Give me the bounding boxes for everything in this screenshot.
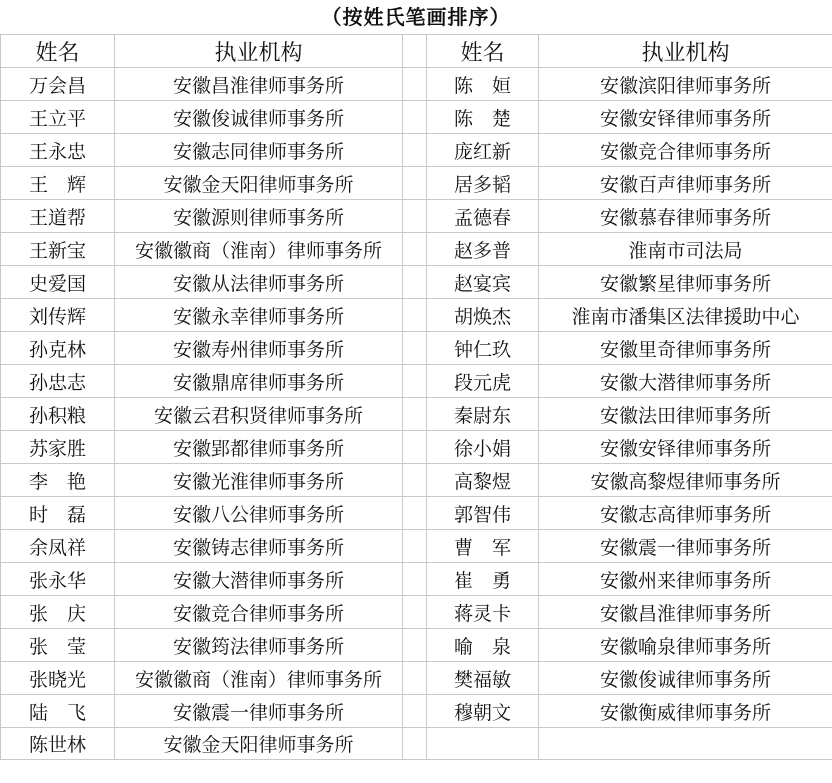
left-org-cell: 安徽从法律师事务所 (115, 266, 403, 299)
right-name-cell: 喻 泉 (427, 629, 539, 662)
left-org-cell: 安徽昌淮律师事务所 (115, 68, 403, 101)
right-org-cell: 安徽志高律师事务所 (539, 497, 832, 530)
column-gap (403, 431, 427, 464)
table-row (1, 563, 832, 596)
table-row (1, 695, 832, 728)
right-org-cell: 安徽里奇律师事务所 (539, 332, 832, 365)
left-name-cell: 孙积粮 (1, 398, 115, 431)
right-name-cell: 段元虎 (427, 365, 539, 398)
left-name-cell: 张永华 (1, 563, 115, 596)
column-gap (403, 497, 427, 530)
table-row (1, 233, 832, 266)
header-name-left: 姓名 (1, 35, 115, 68)
left-name-cell: 万会昌 (1, 68, 115, 101)
left-name-cell: 张 莹 (1, 629, 115, 662)
sheet-title: （按姓氏笔画排序） (321, 5, 511, 29)
right-org-cell: 安徽州来律师事务所 (539, 563, 832, 596)
left-org-cell: 安徽寿州律师事务所 (115, 332, 403, 365)
column-gap (403, 365, 427, 398)
column-gap (403, 200, 427, 233)
table-row (1, 662, 832, 695)
right-name-cell: 樊福敏 (427, 662, 539, 695)
column-gap (403, 398, 427, 431)
column-gap (403, 299, 427, 332)
column-gap (403, 68, 427, 101)
left-org-cell: 安徽大潜律师事务所 (115, 563, 403, 596)
column-gap (403, 134, 427, 167)
left-org-cell: 安徽筠法律师事务所 (115, 629, 403, 662)
right-org-cell: 安徽俊诚律师事务所 (539, 662, 832, 695)
left-name-cell: 王立平 (1, 101, 115, 134)
right-name-cell: 陈 楚 (427, 101, 539, 134)
right-org-cell: 安徽慕春律师事务所 (539, 200, 832, 233)
right-name-cell: 曹 军 (427, 530, 539, 563)
column-gap (403, 629, 427, 662)
table-row (1, 398, 832, 431)
left-org-cell: 安徽金天阳律师事务所 (115, 728, 403, 760)
left-org-cell: 安徽郢都律师事务所 (115, 431, 403, 464)
table-row (1, 596, 832, 629)
column-gap (403, 332, 427, 365)
header-org-right: 执业机构 (539, 35, 832, 68)
right-org-cell: 安徽法田律师事务所 (539, 398, 832, 431)
column-gap (403, 530, 427, 563)
right-name-cell: 郭智伟 (427, 497, 539, 530)
right-org-cell: 安徽竞合律师事务所 (539, 134, 832, 167)
left-org-cell: 安徽鼎席律师事务所 (115, 365, 403, 398)
table-row (1, 134, 832, 167)
left-org-cell: 安徽光淮律师事务所 (115, 464, 403, 497)
right-org-cell: 淮南市潘集区法律援助中心 (539, 299, 832, 332)
left-name-cell: 刘传辉 (1, 299, 115, 332)
column-gap (403, 101, 427, 134)
right-name-cell: 钟仁玖 (427, 332, 539, 365)
right-org-cell: 安徽震一律师事务所 (539, 530, 832, 563)
right-name-cell: 崔 勇 (427, 563, 539, 596)
left-org-cell: 安徽俊诚律师事务所 (115, 101, 403, 134)
right-name-cell: 秦尉东 (427, 398, 539, 431)
left-name-cell: 陈世林 (1, 728, 115, 760)
left-name-cell: 张晓光 (1, 662, 115, 695)
left-name-cell: 王永忠 (1, 134, 115, 167)
left-name-cell: 张 庆 (1, 596, 115, 629)
left-org-cell: 安徽八公律师事务所 (115, 497, 403, 530)
right-org-cell: 安徽喻泉律师事务所 (539, 629, 832, 662)
right-org-cell: 安徽安铎律师事务所 (539, 101, 832, 134)
right-org-cell: 安徽大潜律师事务所 (539, 365, 832, 398)
column-gap (403, 35, 427, 68)
right-name-cell: 高黎煜 (427, 464, 539, 497)
right-name-cell: 徐小娟 (427, 431, 539, 464)
table-row (1, 200, 832, 233)
left-org-cell: 安徽震一律师事务所 (115, 695, 403, 728)
right-org-cell: 安徽繁星律师事务所 (539, 266, 832, 299)
left-name-cell: 李 艳 (1, 464, 115, 497)
left-org-cell: 安徽云君积贤律师事务所 (115, 398, 403, 431)
table-row (1, 167, 832, 200)
left-name-cell: 史爱国 (1, 266, 115, 299)
column-gap (403, 266, 427, 299)
column-gap (403, 662, 427, 695)
table-row (1, 266, 832, 299)
right-org-cell: 安徽高黎煜律师事务所 (539, 464, 832, 497)
right-name-cell: 庞红新 (427, 134, 539, 167)
table-row (1, 728, 832, 760)
right-name-cell: 蒋灵卡 (427, 596, 539, 629)
left-name-cell: 陆 飞 (1, 695, 115, 728)
table-row (1, 629, 832, 662)
left-name-cell: 孙克林 (1, 332, 115, 365)
table-row (1, 299, 832, 332)
left-name-cell: 时 磊 (1, 497, 115, 530)
right-org-cell: 安徽百声律师事务所 (539, 167, 832, 200)
left-name-cell: 苏家胜 (1, 431, 115, 464)
column-gap (403, 167, 427, 200)
column-gap (403, 596, 427, 629)
left-org-cell: 安徽源则律师事务所 (115, 200, 403, 233)
right-name-cell: 赵宴宾 (427, 266, 539, 299)
right-name-cell: 孟德春 (427, 200, 539, 233)
header-row (1, 35, 832, 68)
right-name-cell: 居多韬 (427, 167, 539, 200)
left-org-cell: 安徽竞合律师事务所 (115, 596, 403, 629)
right-org-cell: 安徽滨阳律师事务所 (539, 68, 832, 101)
left-org-cell: 安徽志同律师事务所 (115, 134, 403, 167)
left-name-cell: 余凤祥 (1, 530, 115, 563)
table-row (1, 530, 832, 563)
left-name-cell: 孙忠志 (1, 365, 115, 398)
table-row (1, 464, 832, 497)
right-org-cell: 淮南市司法局 (539, 233, 832, 266)
table-row (1, 68, 832, 101)
right-org-cell (539, 728, 832, 760)
right-name-cell: 穆朝文 (427, 695, 539, 728)
left-org-cell: 安徽徽商（淮南）律师事务所 (115, 662, 403, 695)
right-org-cell: 安徽衡威律师事务所 (539, 695, 832, 728)
column-gap (403, 728, 427, 760)
table-row (1, 365, 832, 398)
roster-table (0, 34, 832, 760)
column-gap (403, 464, 427, 497)
left-org-cell: 安徽徽商（淮南）律师事务所 (115, 233, 403, 266)
roster-body (1, 68, 832, 760)
left-org-cell: 安徽金天阳律师事务所 (115, 167, 403, 200)
left-name-cell: 王新宝 (1, 233, 115, 266)
left-name-cell: 王道帮 (1, 200, 115, 233)
right-org-cell: 安徽安铎律师事务所 (539, 431, 832, 464)
header-org-left: 执业机构 (115, 35, 403, 68)
table-row (1, 431, 832, 464)
right-name-cell (427, 728, 539, 760)
right-org-cell: 安徽昌淮律师事务所 (539, 596, 832, 629)
column-gap (403, 563, 427, 596)
left-org-cell: 安徽铸志律师事务所 (115, 530, 403, 563)
header-name-right: 姓名 (427, 35, 539, 68)
table-row (1, 101, 832, 134)
right-name-cell: 赵多普 (427, 233, 539, 266)
column-gap (403, 695, 427, 728)
table-row (1, 332, 832, 365)
table-row (1, 497, 832, 530)
left-name-cell: 王 辉 (1, 167, 115, 200)
right-name-cell: 陈 姮 (427, 68, 539, 101)
column-gap (403, 233, 427, 266)
right-name-cell: 胡焕杰 (427, 299, 539, 332)
left-org-cell: 安徽永幸律师事务所 (115, 299, 403, 332)
